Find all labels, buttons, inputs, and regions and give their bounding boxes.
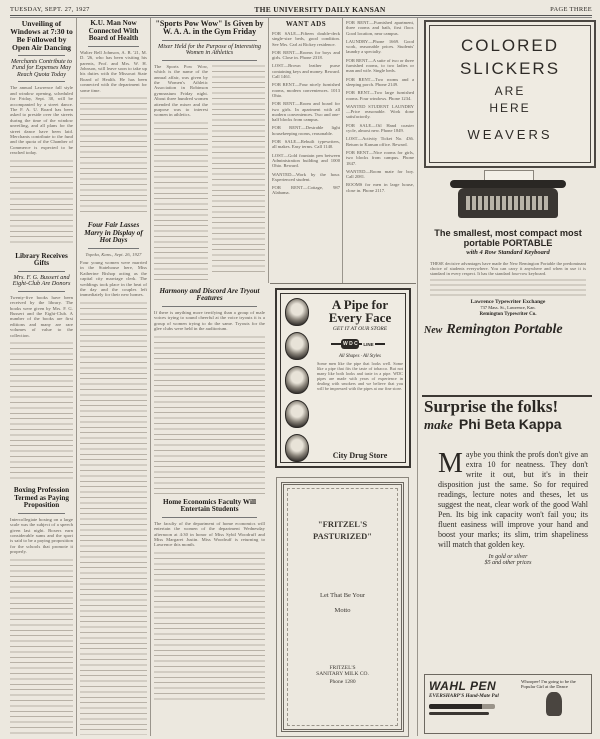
article-body: The Sports Pow Wow, which is the name of the annual affair, was given by the Women's Athletic Association in Robinson gymnasium Friday night. About three hundred women attended the mixer and the purpose was to interest women in athletics. bbox=[154, 63, 208, 118]
classified-item: FOR RENT—Four nicely furnished rooms, modern conveniences. 1013 Ohio. bbox=[272, 82, 340, 98]
classified-item: FOR RENT—Nice rooms for girls, two blocks from campus. Phone 1847. bbox=[346, 149, 414, 166]
wahl-dropcap: M bbox=[438, 448, 463, 479]
classified-item: LOST—Activity Ticket No. 436. Return to Kansan office. Reward. bbox=[346, 136, 414, 147]
surprise-line-1: Surprise the folks! bbox=[424, 397, 559, 416]
headline-rule bbox=[162, 40, 257, 41]
headline-rule bbox=[162, 306, 257, 307]
article-dateline: Topeka, Kans., Sept. 26, 1927 bbox=[85, 251, 142, 257]
column-divider bbox=[268, 18, 269, 283]
headline-rule bbox=[18, 81, 65, 82]
headline-library-gifts: Library Receives Gifts bbox=[15, 251, 68, 268]
classified-item: ROOMS for men in large house, close in. Phone 2117. bbox=[346, 182, 414, 193]
remington-brand-name: Remington Portable bbox=[446, 322, 563, 337]
remington-maker: Remington Typewriter Co. bbox=[479, 312, 537, 317]
headline-rule bbox=[162, 517, 257, 518]
dancer-illustration bbox=[546, 692, 562, 716]
typewriter-roller bbox=[450, 180, 566, 188]
fritzel-line-1: "FRITZEL'S bbox=[317, 519, 368, 529]
smoker-portrait-image bbox=[285, 298, 309, 326]
headline-board-of-health: K.U. Man Now Connected With Board of Health bbox=[88, 20, 139, 43]
headline-rule bbox=[18, 55, 65, 56]
classified-item: FOR RENT—Room and board for two girls. In apartment with all modern conveniences. Two and one-half blocks from campus. bbox=[272, 101, 340, 123]
remington-subhead: with 4 Row Standard Keyboard bbox=[466, 249, 550, 256]
phi-beta-kappa: Phi Beta Kappa bbox=[458, 416, 562, 432]
fritzel-line-7: Phone 1280 bbox=[329, 679, 356, 685]
classified-item: FOR RENT—Furnished apartment, three rooms and bath, first floor. Good location, near campus. bbox=[346, 20, 414, 36]
pipe-store-name: City Drug Store bbox=[332, 451, 388, 460]
column-1 bbox=[10, 20, 73, 735]
typewriter-keys bbox=[466, 196, 550, 210]
header-date: TUESDAY, SEPT. 27, 1927 bbox=[10, 5, 90, 13]
classified-item: LOST—Gold fountain pen between Administration building and 1000 Ohio. Reward. bbox=[272, 152, 340, 169]
article-body-filler bbox=[10, 159, 73, 247]
wahl-note-1: In gold or silver bbox=[488, 554, 528, 560]
wahl-brand-block bbox=[429, 679, 501, 715]
want-ads-heading: WANT ADS bbox=[285, 20, 327, 28]
headline-sports-pow-wow: "Sports Pow Wow" Is Given by W. A. A. in the Gym Friday bbox=[155, 20, 264, 37]
article-body: Intercollegiate boxing on a large scale was the subject of a speech given last night. Boxers earn considerable sums and the sport is said to be a paying proposition for the schools that promote it properly. bbox=[10, 516, 73, 555]
wahl-ad-copy bbox=[424, 450, 592, 550]
subheadline: Merchants Contribute to Fund for Expenses May Reach Quota Today bbox=[11, 57, 72, 78]
smoker-portrait-image bbox=[285, 400, 309, 428]
fritzel-line-5: FRITZEL'S bbox=[329, 665, 356, 671]
classified-item: WANTED—Room mate for boy. Call 2081. bbox=[346, 168, 414, 180]
article-body: If there is anything more terrifying than a group of male voices trying to sound cheerful at the voice tryouts it is a group of women trying to do the same. Tryouts for the glee clubs were held in the auditorium. bbox=[154, 309, 265, 332]
wahl-brand-sub: EVERSHARP'S Hand-Mate Pal bbox=[429, 693, 499, 699]
article-body-filler bbox=[10, 558, 73, 735]
pipe-ad-body bbox=[317, 362, 403, 394]
classified-item: FOR RENT—A suite of two or three furnished rooms, to two ladies or man and wife. Single beds. bbox=[346, 57, 414, 74]
headline-home-economics: Home Economics Faculty Will Entertain Students bbox=[163, 497, 256, 514]
article-body-filler bbox=[212, 64, 265, 274]
article-body-filler bbox=[154, 335, 265, 495]
header-masthead: THE UNIVERSITY DAILY KANSAN bbox=[254, 4, 386, 14]
subheadline: Mixer Held for the Purpose of Interesting Women in Athletics bbox=[158, 42, 261, 57]
remington-address: 737 Mass. St., Lawrence, Kan. bbox=[480, 305, 536, 310]
classified-item: FOR RENT—Two rooms and a sleeping porch. Phone 2149. bbox=[346, 76, 414, 87]
pipe-subtitle: GET IT AT OUR STORE bbox=[332, 326, 388, 332]
typewriter-illustration bbox=[448, 170, 568, 225]
classified-item: WANTED STUDENT LAUNDRY—Price reasonable. Work done satisfactorily. bbox=[346, 103, 414, 120]
body-subcolumn bbox=[212, 64, 265, 284]
section-rule bbox=[270, 283, 416, 284]
column-3 bbox=[154, 20, 265, 735]
fritzel-line-6: SANITARY MILK CO. bbox=[316, 671, 369, 677]
classified-item: FOR SALE—Fifteen double-deck single-size beds, good condition. See Mrs. Carl at Rickey residence. bbox=[272, 31, 340, 47]
slickers-advertisement bbox=[424, 20, 596, 168]
classified-item: FOR SALE—Rebuilt typewriters, all makes. Easy terms. Call 1140. bbox=[272, 139, 340, 150]
remington-brand bbox=[424, 322, 592, 338]
headline-rule bbox=[18, 291, 65, 292]
classified-item: FOR RENT—Two large furnished rooms. Four windows. Phone 1234. bbox=[346, 90, 414, 101]
smoker-portraits bbox=[281, 298, 311, 468]
pipe-advertisement bbox=[275, 288, 411, 468]
classified-item: LOST—Brown leather purse containing keys and money. Reward. Call 1461. bbox=[272, 63, 340, 80]
pen-illustration bbox=[429, 704, 495, 709]
fritzel-milk-advertisement bbox=[276, 477, 409, 737]
classified-item: FOR SALE—Oil Hand coaster cycle, almost new. Phone 1849. bbox=[346, 122, 414, 134]
headline-four-lasses: Four Fair Lasses Marry in Display of Hot Days bbox=[84, 220, 143, 245]
article-body: Twenty-five books have been received by the library. The books were given by Mrs. F. G. Bussert and the Eight-Club. A number of the books are first editions and many are rare volumes of value to the collection. bbox=[10, 294, 73, 338]
wahl-pen-advertisement bbox=[424, 450, 592, 734]
fritzel-line-3: Let That Be Your bbox=[319, 592, 366, 599]
article-body: Four young women were married in the Statehouse here, Miss Katherine Bishop acting as the capital city marriage clerk. The weddings took place in the heat of the day and the couples left immediately for their new homes. bbox=[80, 260, 147, 298]
classified-item: WANTED—Work by the hour. Experienced student. bbox=[272, 171, 340, 182]
fritzel-line-4: Motto bbox=[334, 607, 351, 614]
article-body: The annual Lawrence fall style and window opening, scheduled for Friday, Sept. 30, will be accompanied by a street dance. The F. A. U. Board has been asked to preside over the streets during the time of the window unveiling, and all plans for the street dance have been laid. Merchants contribute to the fund and the quota of the Chamber of Commerce is expected to be reached today. bbox=[10, 85, 73, 156]
two-column-body bbox=[154, 64, 265, 284]
slickers-line-3: ARE bbox=[494, 84, 526, 98]
wdc-logo-badge: W D C bbox=[342, 341, 358, 347]
classified-item: FOR RENT—Desirable light housekeeping rooms, reasonable. bbox=[272, 125, 340, 136]
remington-body: THESE decisive advantages have made the New Remington Portable the predominant choice of students everywhere. You can carry it anywhere and when in use it is standard in every respect. It has the standard four-row keyboard. bbox=[430, 261, 586, 276]
headline-harmony-discord: Harmony and Discord Are Tryout Features bbox=[159, 286, 260, 303]
wahl-pen-box bbox=[424, 674, 592, 734]
column-divider bbox=[417, 18, 418, 736]
slickers-line-1: COLORED bbox=[460, 36, 560, 55]
classifieds-column-1 bbox=[272, 20, 340, 282]
whoopee-text: Whoopee! I'm going to be the Popular Girl at the Dance bbox=[521, 679, 576, 690]
pipe-ad-title bbox=[315, 298, 405, 332]
column-2 bbox=[80, 20, 147, 735]
smoker-portrait-image bbox=[285, 366, 309, 394]
article-body-filler bbox=[154, 121, 208, 281]
wdc-logo bbox=[331, 338, 385, 350]
wdc-logo-word: LINE bbox=[363, 341, 374, 347]
article-body-filler bbox=[80, 301, 147, 735]
classified-item: FOR RENT—Rooms for boys and girls. Close in. Phone 2318. bbox=[272, 49, 340, 61]
remington-brand-new: New bbox=[424, 325, 443, 336]
headline-rule bbox=[18, 513, 65, 514]
headline-rule bbox=[18, 271, 65, 272]
remington-portable-advertisement bbox=[424, 170, 592, 370]
column-divider bbox=[342, 18, 343, 283]
column-divider bbox=[150, 18, 151, 736]
whoopee-block bbox=[521, 679, 587, 716]
headline-boxing: Boxing Profession Termed as Paying Proposition bbox=[13, 486, 70, 510]
header-rule-thin bbox=[10, 17, 592, 18]
subheadline: Mrs. F. G. Bussert and Eight-Club Are Donors bbox=[12, 273, 71, 288]
remington-dealer: Lawrence Typewriter Exchange bbox=[470, 299, 546, 305]
headline-rule bbox=[162, 60, 257, 61]
fritzel-headline bbox=[313, 519, 372, 541]
article-body: Walter Bell Johnson, A. B. '21, M. D. '26, who has been visiting his parents, Prof. and Mrs. W. H. Johnson, will leave soon to take up his duties with the Missouri State Board of Health. He has been connected with the department for some time. bbox=[80, 49, 147, 93]
smoker-portrait-image bbox=[285, 332, 309, 360]
slickers-line-2: SLICKERS bbox=[459, 59, 561, 78]
slickers-text bbox=[426, 36, 594, 142]
column-divider bbox=[76, 18, 77, 736]
article-body-filler bbox=[10, 341, 73, 481]
remington-body-filler bbox=[430, 278, 586, 296]
headline-rule bbox=[88, 46, 139, 47]
classified-item: LAUNDRY—Phone 1669. Good work, reasonable prices. Students' laundry a specialty. bbox=[346, 38, 414, 55]
classified-item: FOR RENT—Cottage, 987 Alabama. bbox=[272, 185, 340, 196]
smoker-portrait-image bbox=[285, 434, 309, 462]
fritzel-line-2: PASTURIZED" bbox=[313, 531, 372, 541]
fritzel-ad-content bbox=[287, 488, 398, 726]
header-page: PAGE THREE bbox=[550, 5, 592, 13]
surprise-folks-banner bbox=[424, 398, 592, 448]
surprise-line-2-wrap bbox=[424, 416, 592, 433]
slickers-line-5: WEAVERS bbox=[467, 127, 553, 142]
wahl-note-2: $5 and other prices bbox=[484, 560, 532, 566]
wahl-brand: WAHL PEN bbox=[429, 679, 497, 693]
article-body-filler bbox=[80, 96, 147, 216]
slickers-line-4: HERE bbox=[489, 101, 531, 115]
article-body: The faculty of the department of home economics will entertain the women of the department Wednesday afternoon at 4:30 in honor of Miss Sybil Woodruff and Miss Margaret Justin. Miss Woodruff is returning to Lawrence this month. bbox=[154, 520, 265, 548]
fritzel-motto bbox=[320, 592, 365, 614]
pipe-title-line-1: A Pipe for bbox=[331, 297, 389, 312]
surprise-line-2: make bbox=[424, 417, 453, 432]
classifieds-column-2 bbox=[346, 20, 414, 282]
article-body-filler bbox=[154, 551, 265, 701]
pipe-ad-text: Some men like the pipe that looks well. Some like a pipe that fits the taste of tobacco. But not many like both looks and taste in a pipe. WDC pipes are made with years of experience in dealing with smokers and we believe that you will be impressed with the pipes at our fine store. bbox=[317, 361, 403, 391]
pipe-title-line-2: Every Face bbox=[328, 310, 392, 325]
wahl-body: aybe you think the profs don't give an extra 10 for neatness. They don't write it out, but it's in their disposition just the same. So for required readings, lecture notes and theses, let us suggest the neat, clear work of the good Wahl Pen. Its big ink capacity won't fail you; its fluent easiness will improve your hand and boost your marks; its slim, trim shapeliness will match that golden key. bbox=[438, 450, 588, 549]
header-rule bbox=[10, 15, 592, 16]
fritzel-company bbox=[316, 665, 369, 685]
headline-window-unveiling: Unveiling of Windows at 7:30 to Be Followed by Open Air Dancing bbox=[10, 20, 73, 52]
pencil-illustration bbox=[429, 712, 489, 715]
pipe-shapes-line: All Shapes · All Styles bbox=[339, 354, 381, 359]
headline-rule bbox=[88, 248, 139, 249]
page-header bbox=[10, 3, 592, 15]
body-subcolumn bbox=[154, 64, 208, 284]
remington-headline: The smallest, most compact most portable PORTABLE bbox=[434, 228, 582, 248]
